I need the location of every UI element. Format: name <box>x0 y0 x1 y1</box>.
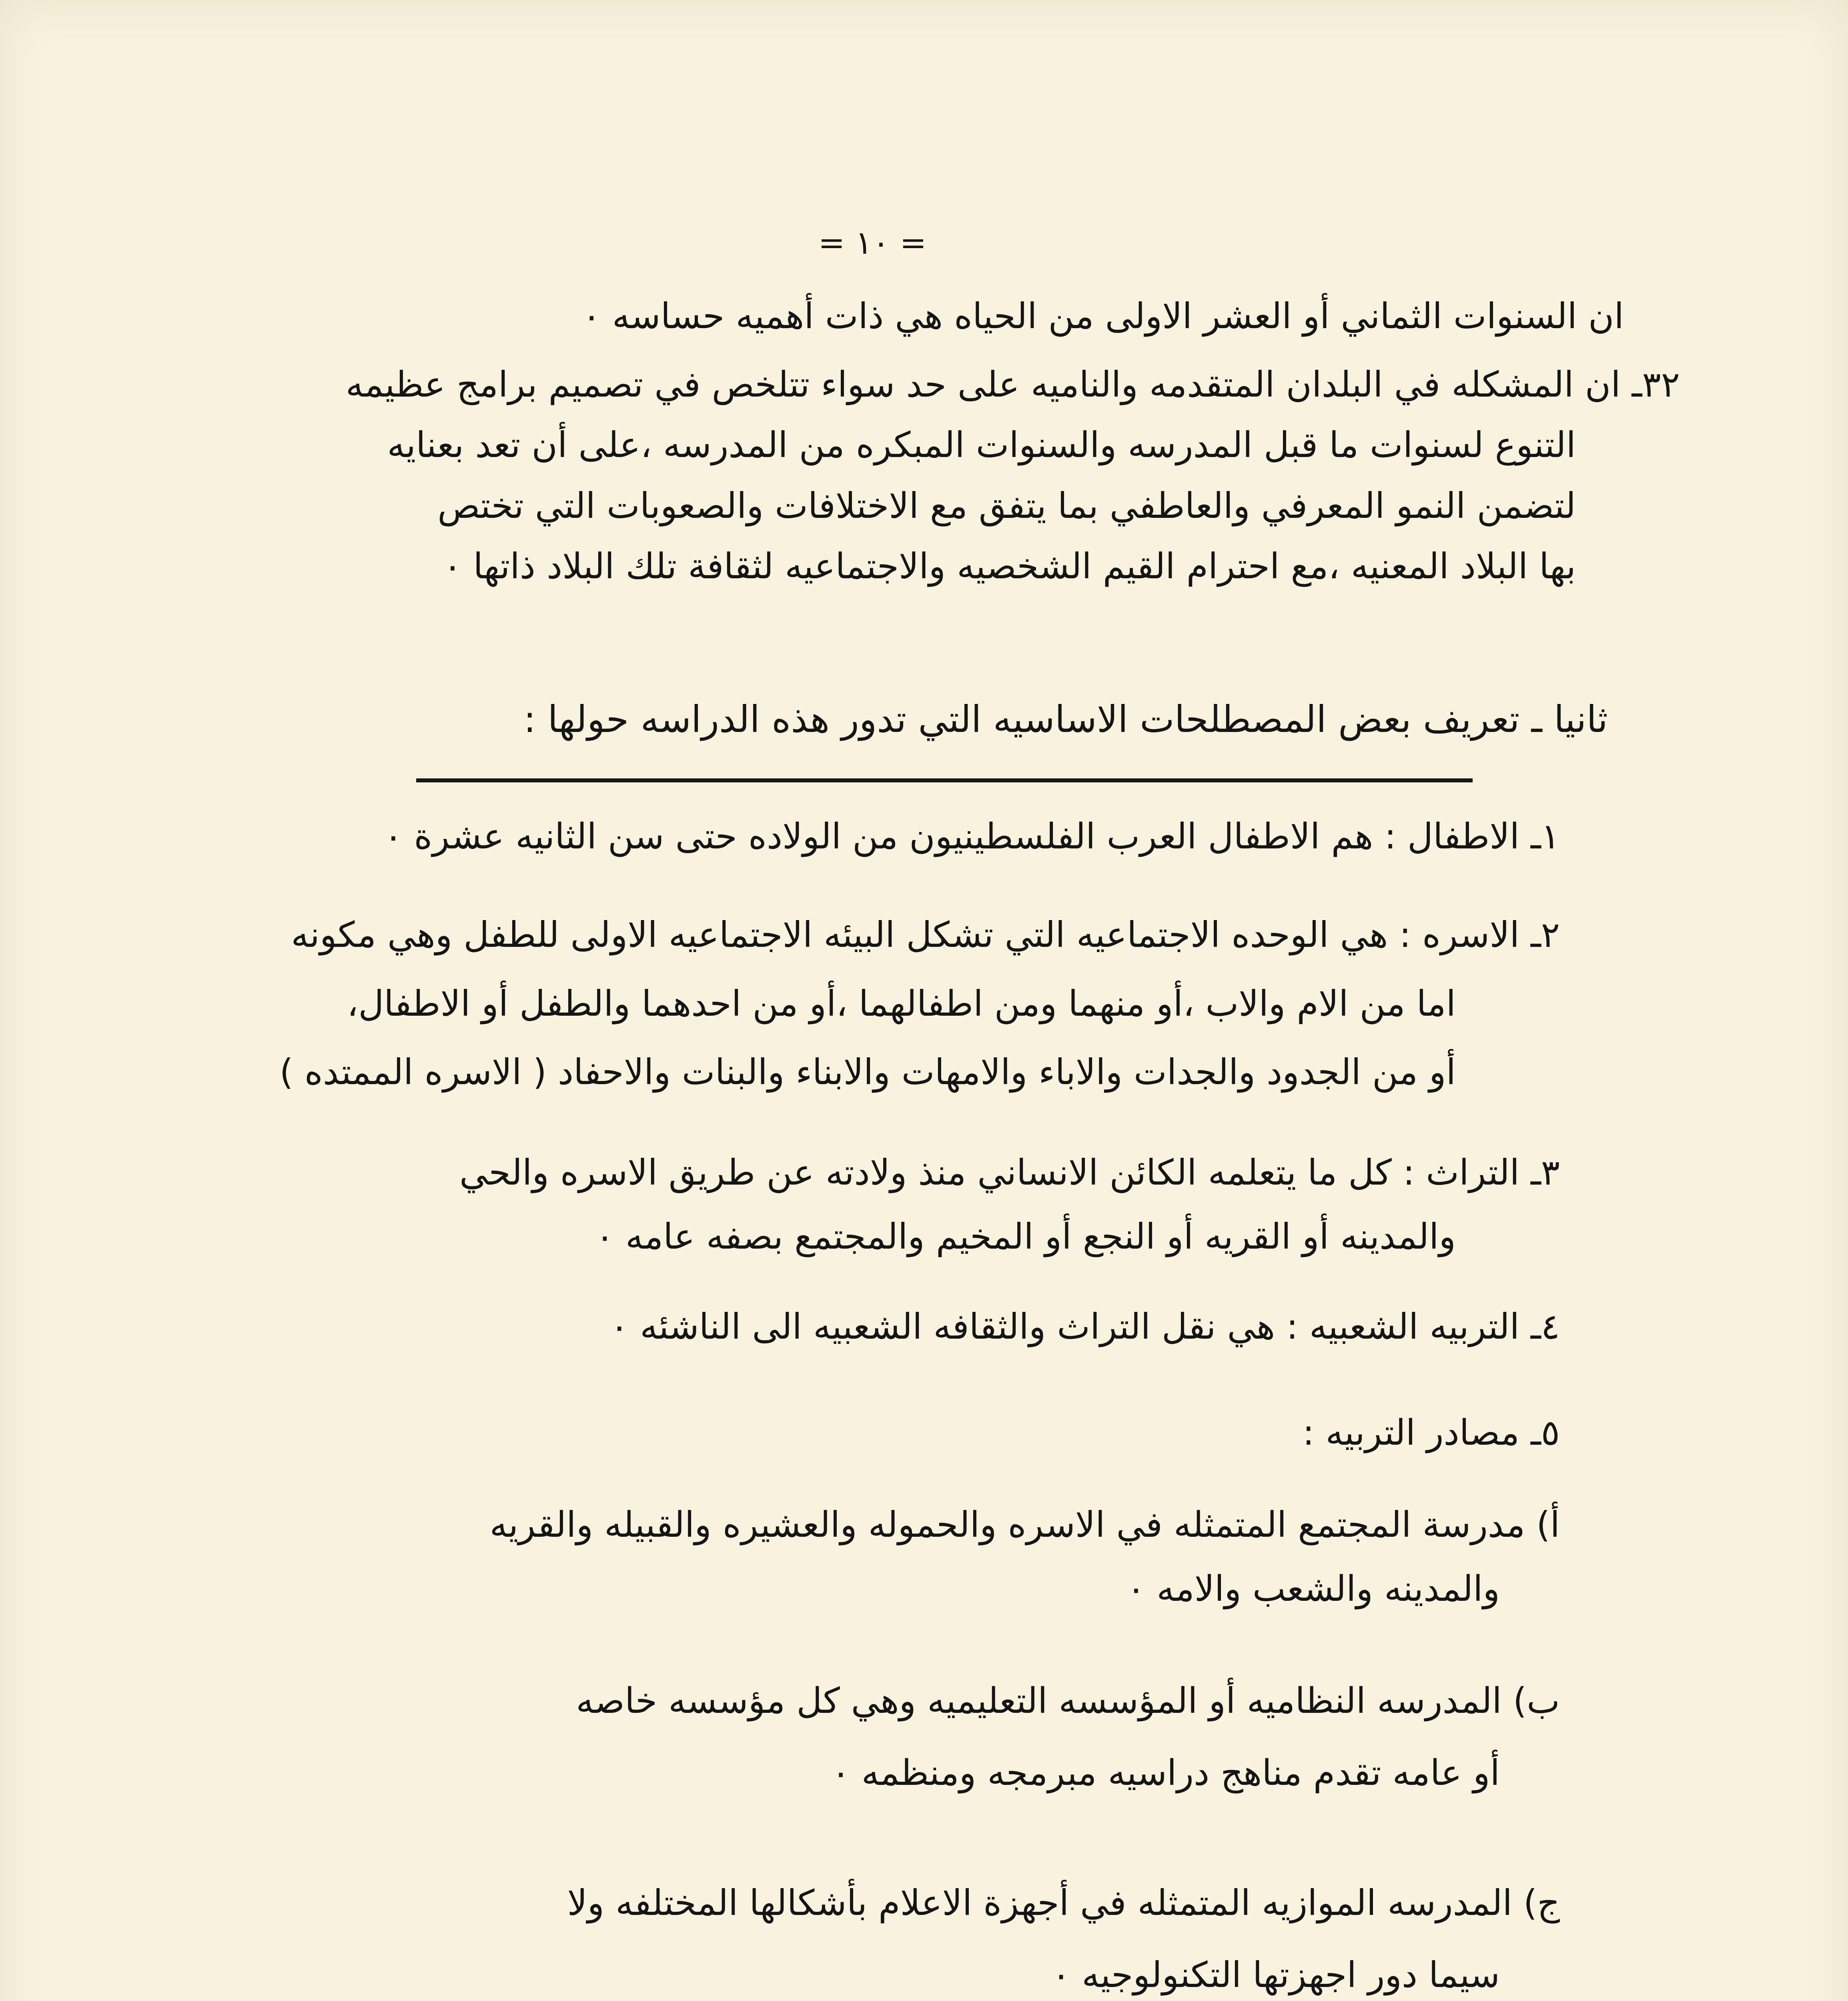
paragraph-32-line-2: التنوع لسنوات ما قبل المدرسه والسنوات المبكره من المدرسه ،على أن تعد بعنايه <box>387 424 1576 466</box>
definition-5c <box>567 1867 1560 2001</box>
definition-3-line-1: ٣ـ التراث : كل ما يتعلمه الكائن الانساني منذ ولادته عن طريق الاسره والحي <box>459 1152 1560 1193</box>
definition-5c-line-2: سيما دور اجهزتها التكنولوجيه ٠ <box>1052 1954 1500 1996</box>
definition-2-line-3: أو من الجدود والجدات والاباء والامهات والابناء والبنات والاحفاد ( الاسره الممتده ) <box>279 1051 1456 1093</box>
paragraph-32-line-1: ٣٢ـ ان المشكله في البلدان المتقدمه والناميه على حد سواء تتلخص في تصميم برامج عظيمه <box>345 364 1680 405</box>
intro-paragraph <box>582 294 1624 338</box>
definition-5a-line-2: والمدينه والشعب والامه ٠ <box>1126 1568 1500 1610</box>
definition-5b <box>576 1665 1560 1809</box>
definition-2 <box>279 900 1560 1107</box>
definition-1: ١ـ الاطفال : هم الاطفال العرب الفلسطينيون من الولاده حتى سن الثانيه عشرة ٠ <box>384 816 1560 857</box>
paragraph-32 <box>346 354 1680 596</box>
section-heading: ثانيا ـ تعريف بعض المصطلحات الاساسيه التي تدور هذه الدراسه حولها : <box>523 698 1608 741</box>
definition-4: ٤ـ التربيه الشعبيه : هي نقل التراث والثقافه الشعبيه الى الناشئه ٠ <box>610 1306 1560 1347</box>
definition-5: ٥ـ مصادر التربيه : <box>1302 1412 1560 1453</box>
definition-5c-line-1: ج) المدرسه الموازيه المتمثله في أجهزة الاعلام بأشكالها المختلفه ولا <box>567 1882 1560 1923</box>
definition-5b-line-2: أو عامه تقدم مناهج دراسيه مبرمجه ومنظمه ٠ <box>831 1752 1500 1794</box>
definition-3 <box>459 1141 1560 1269</box>
definition-5a <box>490 1493 1560 1621</box>
definition-2-line-2: اما من الام والاب ،أو منهما ومن اطفالهما ،أو من احدهما والطفل أو الاطفال، <box>347 982 1456 1024</box>
page-number: = ١٠ = <box>818 224 927 261</box>
definition-5b-line-1: ب) المدرسه النظاميه أو المؤسسه التعليميه وهي كل مؤسسه خاصه <box>576 1680 1560 1721</box>
intro-line-1: ان السنوات الثماني أو العشر الاولى من الحياه هي ذات أهميه حساسه ٠ <box>582 295 1624 337</box>
definition-5a-line-1: أ) مدرسة المجتمع المتمثله في الاسره والحموله والعشيره والقبيله والقريه <box>489 1504 1560 1545</box>
paragraph-32-line-4: بها البلاد المعنيه ،مع احترام القيم الشخصيه والاجتماعيه لثقافة تلك البلاد ذاتها ٠ <box>443 545 1576 587</box>
definition-3-line-2: والمدينه أو القريه أو النجع أو المخيم والمجتمع بصفه عامه ٠ <box>595 1216 1456 1257</box>
heading-underline <box>416 778 1473 782</box>
definition-2-line-1: ٢ـ الاسره : هي الوحده الاجتماعيه التي تشكل البيئه الاجتماعيه الاولى للطفل وهي مكونه <box>291 914 1560 955</box>
paragraph-32-line-3: لتضمن النمو المعرفي والعاطفي بما يتفق مع الاختلافات والصعوبات التي تختص <box>437 485 1576 526</box>
